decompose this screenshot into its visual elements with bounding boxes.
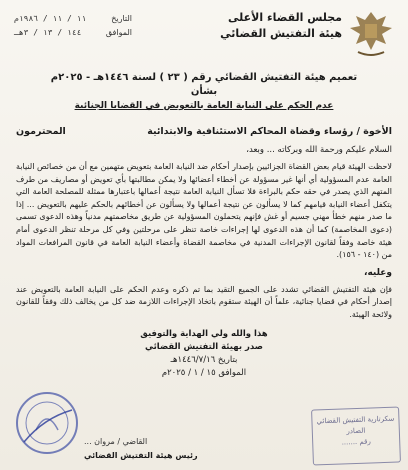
ref-row-date: [14, 12, 132, 26]
circular-title: [10, 70, 398, 113]
organization-name: [220, 10, 342, 42]
circular-number: تعميم هيئة التفتيش القضائي رقم ( ٢٣ ) لسنة ١٤٤٦هـ - ٢٠٢٥م: [50, 72, 358, 83]
ref-value: ١١ / ١١ / ١٩٨٦م: [14, 14, 87, 23]
stamp-line: رقم .......: [341, 437, 371, 447]
signatory-title: رئيس هيئة التفتيش القضائي: [84, 451, 198, 460]
ref-value: ١٤٤ / ١٣ / ٣هـ: [14, 28, 82, 37]
honorific: المحترمون: [16, 126, 66, 137]
stamp-line: الصادر: [346, 426, 366, 436]
greeting: السلام عليكم ورحمة الله وبركاته ... وبعد،: [246, 145, 392, 155]
issue-date-hijri: بتاريخ ١٤٤٦/٧/١٦هـ: [170, 354, 238, 365]
issue-date-gregorian: الموافق ١٥ / ١ / ٢٠٢٥م: [161, 367, 247, 378]
therefore-heading: وعليه،: [364, 267, 392, 278]
ref-label: الموافق: [105, 28, 132, 37]
registry-stamp: [311, 406, 401, 465]
addressee: الأخوة / رؤساء وقضاة المحاكم الاستئنافية والابتدائية: [147, 126, 392, 137]
issued-by: صدر بهيئة التفتيش القضائي: [144, 341, 264, 352]
paragraph-main: لاحظت الهيئة قيام بعض القضاة الجزائيين بإصدار أحكام ضد النيابة العامة بتعويض متهمين مع أن من خصائص النيابة العامة عدم المسؤولية أي أنها غير مسؤولة عن أخطاء أعضائها ولا يمكن مطالبتها بأي تعويض أو مصاريف من طرف المتهم الذي يصدر في حقه حكم بالبراءة فلا تسأل النيابة العامة نتيجة أعمالها باعتبارها ممثلة للمصلحة العامة التي يتكفل أعضاء النيابة قيامهم كما لا يسألون عن نتيجة أعمالها ولا يسألون عن أخطائهم بالحكم عليهم بالتعويض ... إذا ما صدر منهم خطأ مهني جسيم أو غش فإنهم يتحملون المسؤولية عن طريق مخاصمتهم مدنياً وهذه الدعوى تسمى (دعوى المخاصمة) كما أن هذه الدعوى لها إجراءات خاصة تنظر على مرحلتين وفي كل مرحلة تنظر الدعوى أمام هيئة خاصة وفقاً لقانون الإجراءات المدنية في مخاصمة القضاة وأعضاء النيابة العامة في قانون المرافعات المواد من (١٤٠ - ١٥٦).: [16, 162, 392, 260]
subject-line: عدم الحكم على النيابة العامة بالتعويض في القضايا الجنائية: [74, 101, 334, 111]
ref-label: التاريخ: [111, 14, 132, 23]
addressee-line: [16, 125, 392, 139]
republic-emblem-icon: [348, 8, 394, 58]
signatory-name: القاضي / مروان ...: [84, 437, 148, 446]
official-seal-icon: [14, 390, 80, 456]
letterhead: [10, 8, 398, 66]
stamp-line: سكرتارية التفتيش القضائي: [316, 414, 395, 426]
reference-box: [14, 12, 132, 40]
ref-row-hijri: [14, 26, 132, 40]
paragraph-directive: فإن هيئة التفتيش القضائي تشدد على الجميع التقيد بما تم ذكره وعدم الحكم على النيابة العامة بالتعويض عند إصدار أحكام في قضايا جنائية، علماً أن الهيئة ستقوم باتخاذ الإجراءات اللازمة ضد كل من يخالف ذلك وفقاً للقانون ولائحة الهيئة.: [16, 284, 392, 319]
closing-line: هذا والله ولي الهداية والتوفيق: [140, 328, 268, 339]
authority-name: هيئة التفتيش القضائي: [220, 27, 342, 40]
closing-block: [16, 328, 392, 380]
letter-body: [10, 125, 398, 380]
council-name: مجلس القضاء الأعلى: [228, 11, 342, 24]
subject-prefix: بشأن: [190, 86, 218, 97]
